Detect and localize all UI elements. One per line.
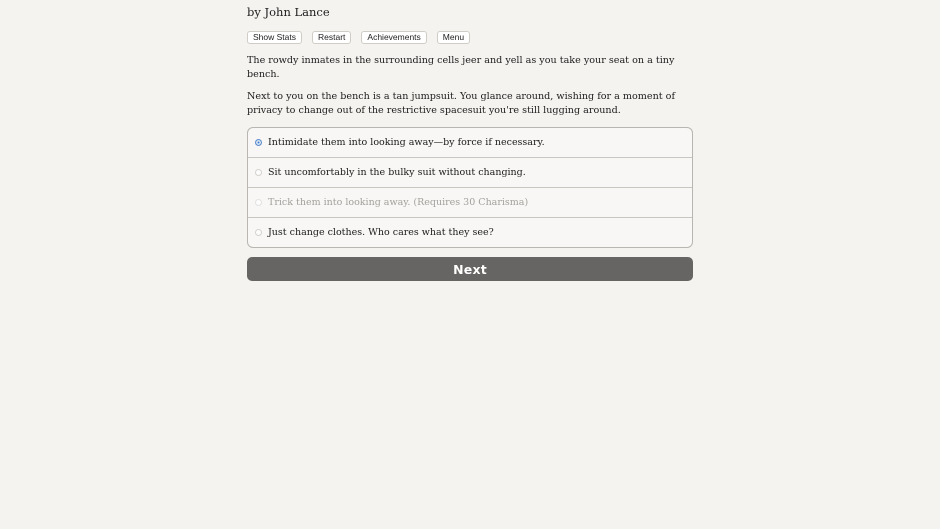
game-page xyxy=(247,0,693,281)
restart-button[interactable]: Restart xyxy=(312,31,351,44)
achievements-button[interactable]: Achievements xyxy=(361,31,426,44)
radio-icon[interactable] xyxy=(255,229,262,236)
author-byline: by John Lance xyxy=(247,5,330,19)
next-button[interactable]: Next xyxy=(247,257,693,281)
choice-option-change[interactable] xyxy=(248,217,692,247)
story-paragraph-2: Next to you on the bench is a tan jumpsuit. You glance around, wishing for a moment of privacy to change out of the restrictive spacesuit you're still lugging around. xyxy=(247,91,675,116)
radio-icon[interactable] xyxy=(255,169,262,176)
radio-selected-icon[interactable] xyxy=(255,139,262,146)
choice-list xyxy=(247,127,693,248)
radio-disabled-icon xyxy=(255,199,262,206)
choice-label: Just change clothes. Who cares what they see? xyxy=(268,227,494,238)
toolbar xyxy=(247,31,693,44)
show-stats-button[interactable]: Show Stats xyxy=(247,31,302,44)
choice-option-sit[interactable] xyxy=(248,157,692,187)
choice-option-intimidate[interactable] xyxy=(248,128,692,157)
choice-label: Trick them into looking away. (Requires 30 Charisma) xyxy=(268,197,529,208)
menu-button[interactable]: Menu xyxy=(437,31,470,44)
choice-label: Sit uncomfortably in the bulky suit without changing. xyxy=(268,167,526,178)
choice-option-trick xyxy=(248,187,692,217)
choice-label: Intimidate them into looking away—by force if necessary. xyxy=(268,137,545,148)
story-paragraph-1: The rowdy inmates in the surrounding cells jeer and yell as you take your seat on a tiny bench. xyxy=(247,55,675,80)
